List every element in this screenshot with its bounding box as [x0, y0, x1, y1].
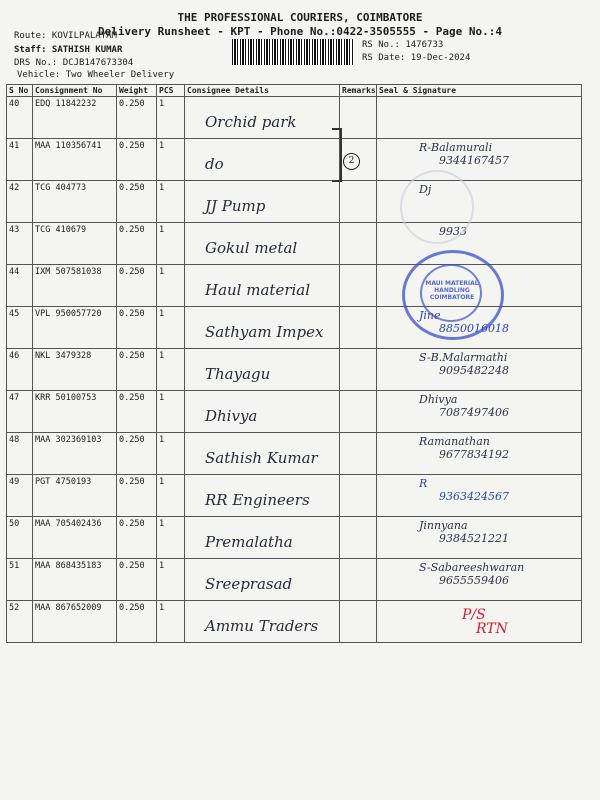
row-consignment-no: VPL 950057720 — [33, 307, 117, 349]
row-sno: 41 — [7, 139, 33, 181]
consignee-handwriting: Haul material — [205, 281, 311, 299]
row-sno: 50 — [7, 517, 33, 559]
table-row — [7, 559, 582, 601]
table-row — [7, 223, 582, 265]
row-consignee — [185, 517, 340, 559]
row-pcs: 1 — [157, 517, 185, 559]
row-consignment-no: MAA 302369103 — [33, 433, 117, 475]
row-pcs: 1 — [157, 349, 185, 391]
remark-circle: 2 — [343, 153, 360, 170]
route-label: Route: KOVILPALAYAM — [14, 31, 117, 41]
consignee-handwriting: Premalatha — [205, 533, 293, 551]
column-header: PCS — [157, 85, 185, 97]
row-pcs: 1 — [157, 559, 185, 601]
column-header: Consignee Details — [185, 85, 340, 97]
signature-phone: 9095482248 — [439, 364, 509, 377]
row-pcs: 1 — [157, 433, 185, 475]
return-mark — [462, 608, 508, 636]
row-weight: 0.250 — [117, 601, 157, 643]
row-pcs: 1 — [157, 475, 185, 517]
table-row — [7, 475, 582, 517]
row-consignment-no: IXM 507581038 — [33, 265, 117, 307]
return-mark-line1: P/S — [462, 607, 486, 623]
signature-handwriting: Ramanathan — [419, 435, 490, 448]
row-remarks — [340, 391, 377, 433]
row-remarks — [340, 475, 377, 517]
row-sno: 47 — [7, 391, 33, 433]
row-consignee — [185, 601, 340, 643]
consignee-handwriting: do — [205, 155, 224, 173]
signature-handwriting: Jinnyana — [419, 519, 468, 532]
row-sno: 52 — [7, 601, 33, 643]
row-signature — [377, 97, 582, 139]
table-row — [7, 97, 582, 139]
staff-label: Staff: SATHISH KUMAR — [14, 45, 123, 55]
consignee-handwriting: Sreeprasad — [205, 575, 293, 593]
row-remarks — [340, 601, 377, 643]
row-pcs: 1 — [157, 391, 185, 433]
row-weight: 0.250 — [117, 97, 157, 139]
row-sno: 44 — [7, 265, 33, 307]
column-header: Remarks — [340, 85, 377, 97]
row-weight: 0.250 — [117, 391, 157, 433]
row-consignee — [185, 559, 340, 601]
table-row — [7, 391, 582, 433]
row-pcs: 1 — [157, 97, 185, 139]
row-signature — [377, 349, 582, 391]
row-consignment-no: TCG 410679 — [33, 223, 117, 265]
row-consignee — [185, 223, 340, 265]
row-consignment-no: MAA 867652009 — [33, 601, 117, 643]
table-row — [7, 517, 582, 559]
column-header: Weight — [117, 85, 157, 97]
return-mark-line2: RTN — [476, 621, 508, 637]
row-weight: 0.250 — [117, 559, 157, 601]
row-pcs: 1 — [157, 307, 185, 349]
consignee-handwriting: JJ Pump — [205, 197, 266, 215]
row-consignment-no: MAA 868435183 — [33, 559, 117, 601]
row-consignee — [185, 307, 340, 349]
row-consignment-no: MAA 705402436 — [33, 517, 117, 559]
signature-phone: 9384521221 — [439, 532, 509, 545]
row-pcs: 1 — [157, 265, 185, 307]
row-sno: 45 — [7, 307, 33, 349]
table-row — [7, 349, 582, 391]
row-weight: 0.250 — [117, 517, 157, 559]
rs-number: RS No.: 1476733 — [362, 40, 444, 50]
row-pcs: 1 — [157, 223, 185, 265]
row-pcs: 1 — [157, 601, 185, 643]
rs-date: RS Date: 19-Dec-2024 — [362, 53, 471, 63]
column-header: S No — [7, 85, 33, 97]
row-sno: 42 — [7, 181, 33, 223]
signature-handwriting: R-Balamurali — [419, 141, 493, 154]
row-weight: 0.250 — [117, 181, 157, 223]
row-consignment-no: KRR 50100753 — [33, 391, 117, 433]
row-signature — [377, 559, 582, 601]
row-consignee — [185, 97, 340, 139]
barcode — [232, 39, 354, 65]
table-row — [7, 139, 582, 181]
vehicle-label: Vehicle: Two Wheeler Delivery — [17, 70, 175, 80]
signature-handwriting: Dhivya — [419, 393, 458, 406]
row-consignment-no: MAA 110356741 — [33, 139, 117, 181]
signature-handwriting: S-B.Malarmathi — [419, 351, 508, 364]
table-header-row — [7, 85, 582, 97]
signature-phone: 9933 — [439, 225, 467, 238]
signature-handwriting: Dj — [419, 183, 432, 196]
column-header: Seal & Signature — [377, 85, 582, 97]
signature-handwriting: R — [419, 477, 428, 490]
faint-watermark-logo — [400, 170, 474, 244]
row-weight: 0.250 — [117, 265, 157, 307]
consignee-handwriting: Orchid park — [205, 113, 297, 131]
row-consignee — [185, 265, 340, 307]
row-sno: 48 — [7, 433, 33, 475]
runsheet-subtitle: Delivery Runsheet - KPT - Phone No.:0422-3505555 - Page No.:4 — [98, 25, 502, 38]
delivery-table — [6, 84, 582, 643]
signature-phone: 9655559406 — [439, 574, 509, 587]
row-remarks — [340, 517, 377, 559]
row-remarks — [340, 559, 377, 601]
row-remarks — [340, 349, 377, 391]
row-signature — [377, 433, 582, 475]
row-consignment-no: PGT 4750193 — [33, 475, 117, 517]
consignee-handwriting: Thayagu — [205, 365, 271, 383]
row-remarks — [340, 307, 377, 349]
consignee-handwriting: Ammu Traders — [205, 617, 319, 635]
row-consignment-no: NKL 3479328 — [33, 349, 117, 391]
row-signature — [377, 391, 582, 433]
bracket-mark — [332, 128, 342, 182]
row-sno: 49 — [7, 475, 33, 517]
signature-phone: 7087497406 — [439, 406, 509, 419]
row-remarks — [340, 97, 377, 139]
consignee-handwriting: Sathish Kumar — [205, 449, 318, 467]
consignee-handwriting: Gokul metal — [205, 239, 298, 257]
row-consignment-no: TCG 404773 — [33, 181, 117, 223]
signature-phone: 8850016018 — [439, 322, 509, 335]
table-row — [7, 433, 582, 475]
row-consignee — [185, 475, 340, 517]
column-header: Consignment No — [33, 85, 117, 97]
row-remarks — [340, 181, 377, 223]
consignee-handwriting: Dhivya — [205, 407, 258, 425]
company-title: THE PROFESSIONAL COURIERS, COIMBATORE — [177, 11, 423, 24]
row-signature — [377, 139, 582, 181]
row-weight: 0.250 — [117, 139, 157, 181]
row-consignee — [185, 391, 340, 433]
row-consignee — [185, 433, 340, 475]
row-weight: 0.250 — [117, 223, 157, 265]
seal-text: MAUI MATERIAL HANDLING COIMBATORE — [425, 280, 479, 301]
row-sno: 40 — [7, 97, 33, 139]
row-sno: 51 — [7, 559, 33, 601]
consignee-handwriting: RR Engineers — [205, 491, 310, 509]
row-consignee — [185, 181, 340, 223]
row-weight: 0.250 — [117, 475, 157, 517]
row-remarks — [340, 433, 377, 475]
row-signature — [377, 475, 582, 517]
row-consignee — [185, 349, 340, 391]
table-row — [7, 181, 582, 223]
drs-label: DRS No.: DCJB147673304 — [14, 58, 134, 68]
row-pcs: 1 — [157, 181, 185, 223]
row-weight: 0.250 — [117, 433, 157, 475]
signature-phone: 9363424567 — [439, 490, 509, 503]
row-weight: 0.250 — [117, 349, 157, 391]
signature-phone: 9344167457 — [439, 154, 509, 167]
consignee-handwriting: Sathyam Impex — [205, 323, 324, 341]
row-sno: 46 — [7, 349, 33, 391]
row-consignment-no: EDQ 11842232 — [33, 97, 117, 139]
signature-handwriting: S-Sabareeshwaran — [419, 561, 525, 574]
row-sno: 43 — [7, 223, 33, 265]
row-remarks — [340, 223, 377, 265]
row-pcs: 1 — [157, 139, 185, 181]
row-consignee — [185, 139, 340, 181]
row-signature — [377, 517, 582, 559]
row-remarks — [340, 265, 377, 307]
row-weight: 0.250 — [117, 307, 157, 349]
signature-phone: 9677834192 — [439, 448, 509, 461]
signature-handwriting: Jine — [419, 309, 441, 322]
